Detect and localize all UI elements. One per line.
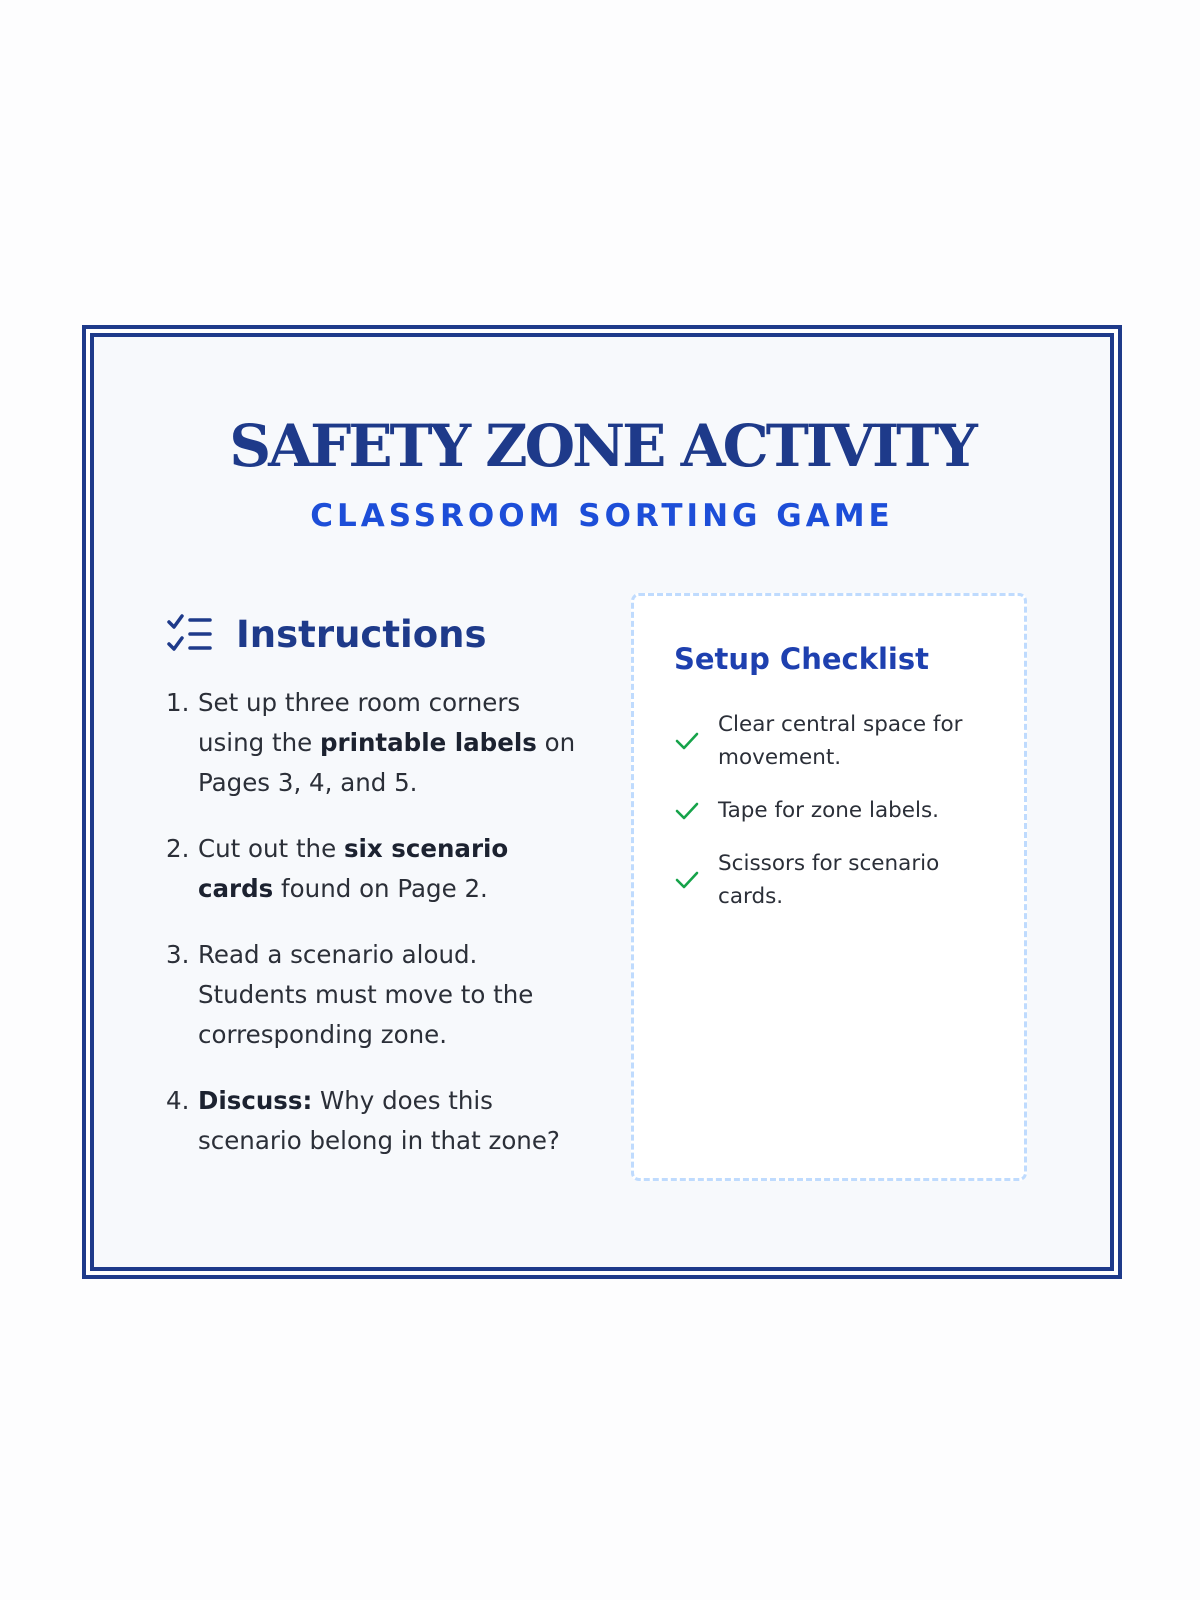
instructions-title: Instructions (236, 612, 487, 656)
step-text: Set up three room corners using the printable labels on Pages 3, 4, and 5. (198, 688, 576, 797)
step-text: Cut out the six scenario cards found on Page 2. (198, 834, 509, 903)
page-title: SAFETY ZONE ACTIVITY (229, 412, 975, 480)
activity-card (82, 325, 1122, 1279)
instructions-list (166, 683, 586, 1187)
checklist-item (674, 847, 994, 913)
check-icon (674, 867, 718, 893)
checklist-item-text: Scissors for scenario cards. (718, 851, 940, 909)
check-icon (674, 798, 718, 824)
activity-card-inner (90, 333, 1114, 1271)
instruction-step (166, 683, 586, 803)
list-check-icon (166, 612, 214, 656)
step-number: 1. (166, 688, 190, 717)
checklist-item-text: Tape for zone labels. (718, 798, 940, 823)
instructions-header (166, 609, 487, 659)
step-number: 3. (166, 940, 190, 969)
checklist-items (674, 708, 994, 933)
page-subtitle: CLASSROOM SORTING GAME (310, 498, 894, 534)
step-text: Read a scenario aloud. Students must move to the corresponding zone. (198, 940, 534, 1049)
instruction-step (166, 1081, 586, 1161)
setup-checklist-box (631, 593, 1027, 1181)
check-icon (674, 728, 718, 754)
checklist-item-text: Clear central space for movement. (718, 712, 963, 770)
instruction-step (166, 935, 586, 1055)
checklist-title: Setup Checklist (674, 642, 929, 676)
step-text: Discuss: Why does this scenario belong in that zone? (198, 1086, 560, 1155)
step-number: 2. (166, 834, 190, 863)
checklist-item (674, 794, 994, 827)
checklist-item (674, 708, 994, 774)
instruction-step (166, 829, 586, 909)
step-number: 4. (166, 1086, 190, 1115)
